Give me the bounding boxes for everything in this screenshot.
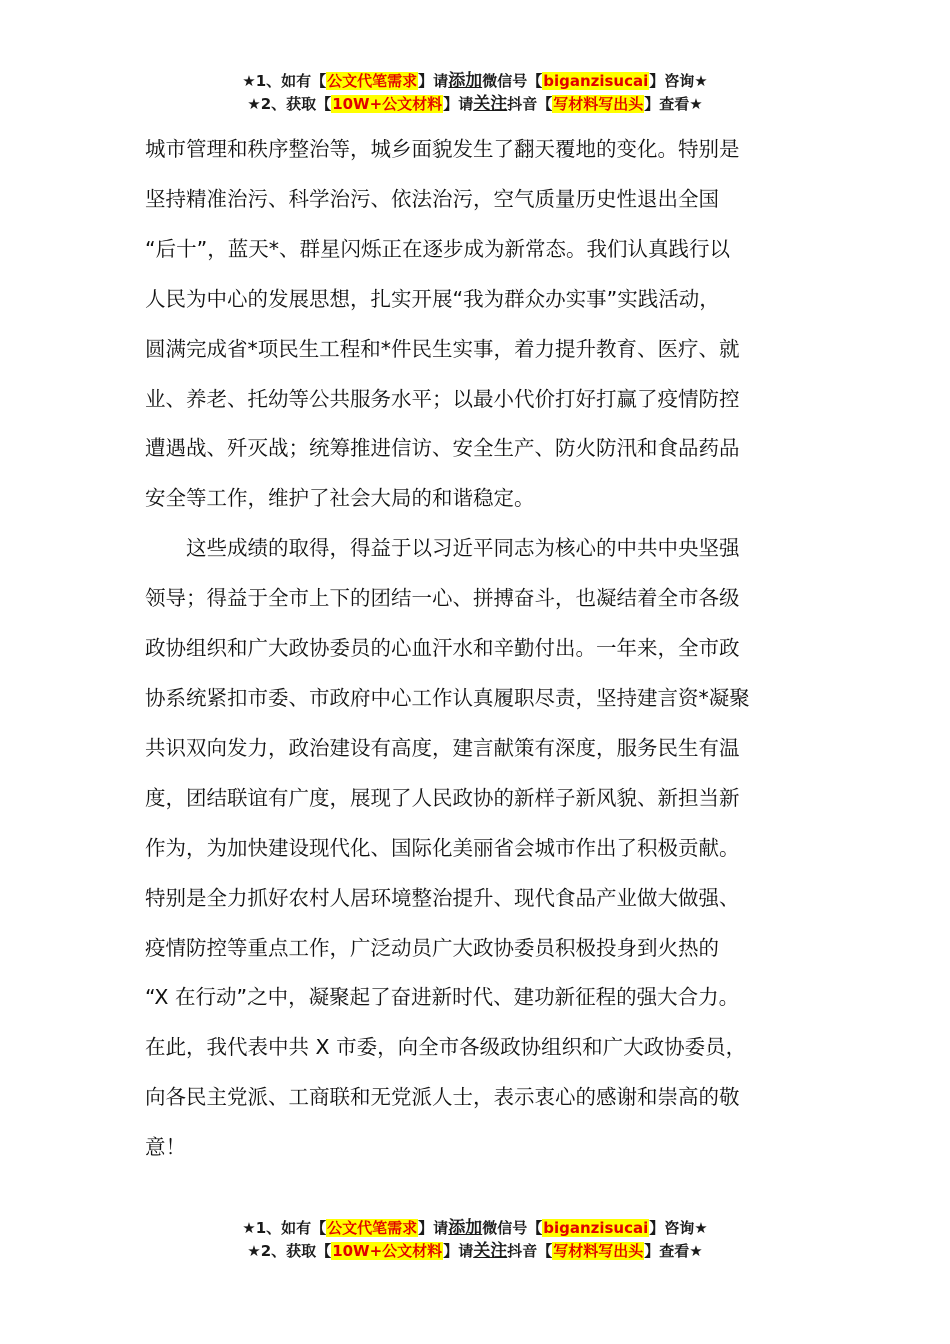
footer-banner (0, 1217, 950, 1263)
banner-line-1: ★1、如有【公文代笔需求】请添加微信号【biganzisucai】咨询★ (242, 71, 708, 91)
text-line: 意！ (145, 1135, 186, 1160)
paragraph-1 (145, 125, 810, 524)
text-line: 特别是全力抓好农村人居环境整治提升、现代食品产业做大做强、 (145, 885, 740, 910)
text-line: 领导；得益于全市上下的团结一心、拼搏奋斗，也凝结着全市各级 (145, 586, 740, 611)
highlight-materials: 10W+公文材料 (332, 1242, 443, 1260)
text-line: 遭遇战、歼灭战；统筹推进信访、安全生产、防火防汛和食品药品 (145, 436, 740, 461)
text-line: 业、养老、托幼等公共服务水平；以最小代价打好打赢了疫情防控 (145, 386, 740, 411)
highlight-wechat-id: biganzisucai (543, 72, 649, 90)
text-line: 安全等工作，维护了社会大局的和谐稳定。 (145, 486, 535, 511)
highlight-douyin-account: 写材料写出头 (553, 95, 644, 113)
banner-line-2: ★2、获取【10W+公文材料】请关注抖音【写材料写出头】查看★ (247, 94, 703, 114)
paragraph-2 (145, 524, 810, 1173)
document-body (145, 125, 810, 1173)
highlight-douyin-account: 写材料写出头 (553, 1242, 644, 1260)
text-line: 坚持精准治污、科学治污、依法治污，空气质量历史性退出全国 (145, 186, 719, 211)
text-line: 城市管理和秩序整治等，城乡面貌发生了翻天覆地的变化。特别是 (145, 137, 740, 161)
text-line: 政协组织和广大政协委员的心血汗水和辛勤付出。一年来，全市政 (145, 636, 740, 661)
highlight-wechat-id: biganzisucai (543, 1219, 649, 1237)
text-line: 在此，我代表中共 X 市委，向全市各级政协组织和广大政协委员， (145, 1035, 747, 1060)
text-line: “X 在行动”之中，凝聚起了奋进新时代、建功新征程的强大合力。 (145, 985, 740, 1010)
text-line: 圆满完成省*项民生工程和*件民生实事，着力提升教育、医疗、就 (145, 336, 740, 361)
banner-line-2: ★2、获取【10W+公文材料】请关注抖音【写材料写出头】查看★ (247, 1241, 703, 1261)
highlight-service: 公文代笔需求 (327, 1219, 418, 1237)
highlight-materials: 10W+公文材料 (332, 95, 443, 113)
text-line: 疫情防控等重点工作，广泛动员广大政协委员积极投身到火热的 (145, 935, 719, 960)
text-line: “后十”，蓝天*、群星闪烁正在逐步成为新常态。我们认真践行以 (145, 236, 730, 261)
text-line: 度，团结联谊有广度，展现了人民政协的新样子新风貌、新担当新 (145, 785, 740, 810)
text-line: 向各民主党派、工商联和无党派人士，表示衷心的感谢和崇高的敬 (145, 1085, 740, 1110)
text-line: 作为，为加快建设现代化、国际化美丽省会城市作出了积极贡献。 (145, 835, 740, 860)
text-line: 共识双向发力，政治建设有高度，建言献策有深度，服务民生有温 (145, 735, 740, 760)
text-line: 这些成绩的取得，得益于以习近平同志为核心的中共中央坚强 (186, 536, 740, 561)
highlight-service: 公文代笔需求 (327, 72, 418, 90)
header-banner (0, 70, 950, 116)
text-line: 人民为中心的发展思想，扎实开展“我为群众办实事”实践活动， (145, 286, 720, 311)
text-line: 协系统紧扣市委、市政府中心工作认真履职尽责，坚持建言资*凝聚 (145, 685, 750, 710)
banner-line-1: ★1、如有【公文代笔需求】请添加微信号【biganzisucai】咨询★ (242, 1218, 708, 1238)
